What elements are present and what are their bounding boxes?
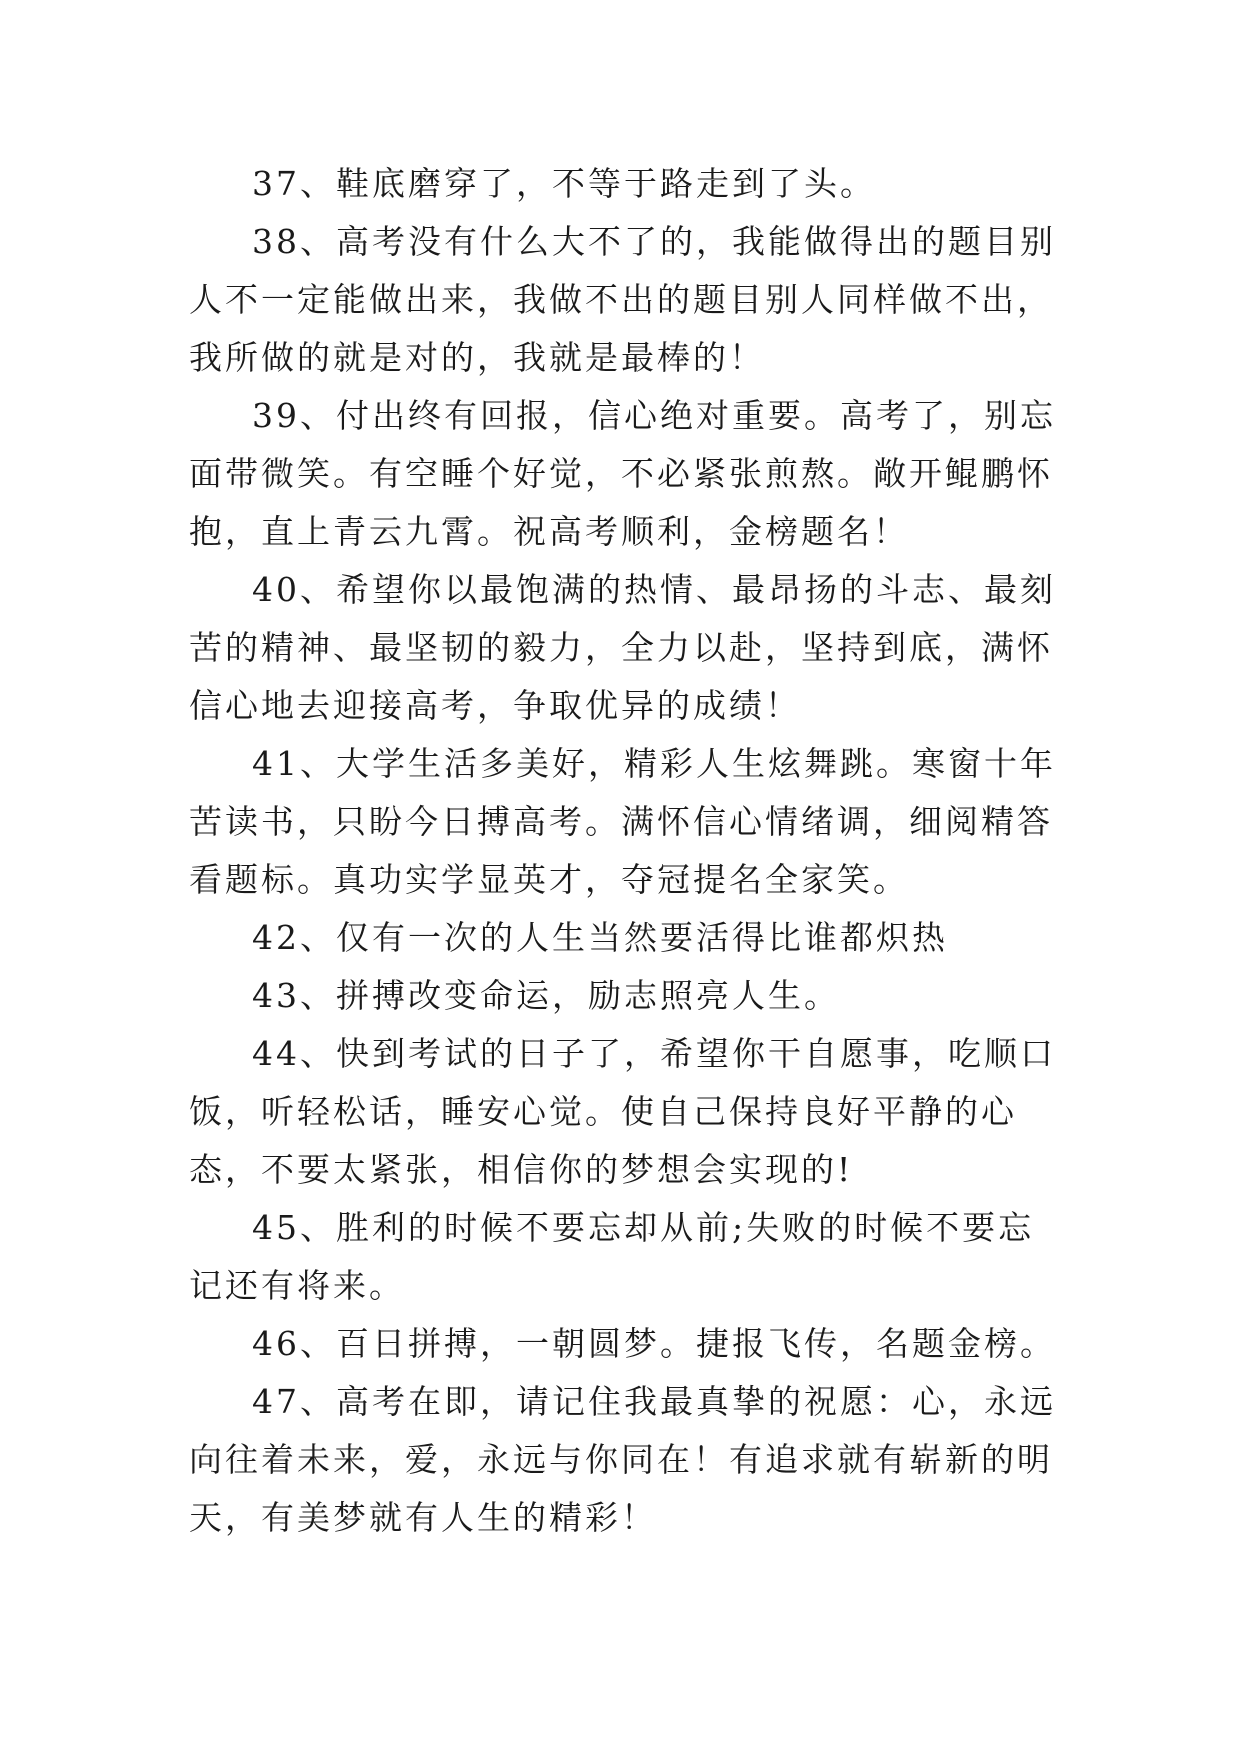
paragraph-41: 41、大学生活多美好，精彩人生炫舞跳。寒窗十年苦读书，只盼今日搏高考。满怀信心情绪调，细阅精答看题标。真功实学显英才，夺冠提名全家笑。: [189, 744, 1056, 899]
paragraph-44: 44、快到考试的日子了，希望你干自愿事，吃顺口饭，听轻松话，睡安心觉。使自己保持良好平静的心态，不要太紧张，相信你的梦想会实现的!: [189, 1034, 1056, 1189]
document-body: [189, 155, 1069, 1547]
paragraph-42: 42、仅有一次的人生当然要活得比谁都炽热: [252, 918, 948, 957]
paragraph-38: 38、高考没有什么大不了的，我能做得出的题目别人不一定能做出来，我做不出的题目别人同样做不出，我所做的就是对的，我就是最棒的！: [189, 222, 1056, 377]
paragraph-40: 40、希望你以最饱满的热情、最昂扬的斗志、最刻苦的精神、最坚韧的毅力，全力以赴，坚持到底，满怀信心地去迎接高考，争取优异的成绩！: [189, 570, 1056, 725]
paragraph-45: 45、胜利的时候不要忘却从前;失败的时候不要忘记还有将来。: [189, 1208, 1035, 1305]
paragraph-39: 39、付出终有回报，信心绝对重要。高考了，别忘面带微笑。有空睡个好觉，不必紧张煎熬。敞开鲲鹏怀抱，直上青云九霄。祝高考顺利，金榜题名！: [189, 396, 1056, 551]
paragraph-37: 37、鞋底磨穿了，不等于路走到了头。: [252, 164, 876, 203]
paragraph-47: 47、高考在即，请记住我最真挚的祝愿：心，永远向往着未来，爱，永远与你同在！有追求就有崭新的明天，有美梦就有人生的精彩！: [189, 1382, 1056, 1537]
paragraph-46: 46、百日拼搏，一朝圆梦。捷报飞传，名题金榜。: [252, 1324, 1056, 1363]
paragraph-43: 43、拼搏改变命运，励志照亮人生。: [252, 976, 840, 1015]
